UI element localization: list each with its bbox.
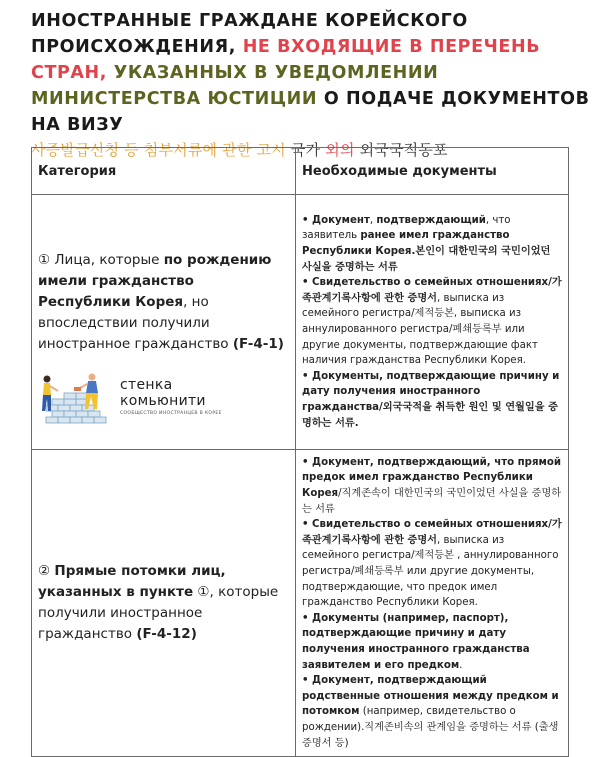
row2-doc2-a: • Свидетельство о семейных отношениях/	[302, 519, 552, 531]
header-category: Категория	[32, 148, 296, 195]
row1-cat-p4: (F-4-1)	[232, 335, 284, 352]
row1-documents-cell	[296, 195, 569, 450]
logo-main-line-2: комьюнити	[120, 393, 206, 409]
logo-main-line-1: стенка	[120, 377, 173, 393]
subtitle-part-3: 외의	[325, 141, 355, 159]
title-part-2: НЕ ВХОДЯЩИЕ В ПЕРЕЧЕНЬ СТРАН,	[31, 37, 541, 83]
row2-doc2-b: 가족관계기록사항에 관한 증명서	[302, 519, 562, 546]
row1-doc1-b: ,	[369, 214, 377, 226]
subtitle-part-1: 사증발급신청 등 첨부서류에 관한 고시	[31, 141, 291, 159]
row2-doc-item-1	[302, 455, 562, 517]
title-part-3: УКАЗАННЫХ В УВЕДОМЛЕНИИ МИНИСТЕРСТВА ЮСТИЦИИ	[31, 63, 439, 109]
row2-cat-p2: Прямые потомки лиц, указанных в пункте	[38, 563, 226, 600]
row1-category-text	[38, 250, 289, 355]
row2-doc1-a: • Документ, подтверждающий, что прямой предок имел гражданство Республики Корея	[302, 456, 561, 500]
row1-doc-item-3	[302, 369, 562, 431]
row1-doc3-a: • Документы, подтверждающие причину и дату получения иностранного гражданства	[302, 370, 560, 413]
row2-doc3-b: .	[459, 659, 463, 671]
two-people-building-brick-wall-icon	[38, 369, 112, 425]
row2-documents-text	[302, 455, 562, 751]
row2-cat-p3: ①, которые получили иностранное гражданство	[38, 584, 279, 642]
logo-subtitle: СООБЩЕСТВО ИНОСТРАНЦЕВ В КОРЕЕ	[120, 411, 222, 416]
subtitle-part-2: 국가	[290, 141, 326, 159]
row2-doc4-b: (например, свидетельство о рождении).직계존비속의 관계임을 증명하는 서류 (출생증명서 등)	[302, 706, 559, 749]
row1-cat-p3: , но впоследствии получили иностранное гражданство	[38, 293, 233, 352]
page-header	[31, 8, 591, 160]
row1-doc1-a: • Документ	[302, 214, 370, 226]
row1-doc1-e: ранее имел гражданство Республики Корея.	[302, 230, 510, 258]
subtitle-part-4: 외국국적동포	[354, 141, 448, 159]
row1-doc2-b: 가족관계기록사항에 관한 증명서	[302, 277, 562, 304]
row1-documents-text	[302, 213, 562, 431]
row2-doc-item-3	[302, 611, 562, 673]
table-header-row	[32, 148, 569, 195]
row1-doc2-c: , выписка из семейного регистра/제적등본, выписка из аннулированного регистра/폐쇄등록부 или другие документы, подтверждающие факт наличия гражданства Республики Корея.	[302, 292, 538, 367]
row2-doc4-a: • Документ, подтверждающий родственные отношения между предком и потомком	[302, 675, 559, 718]
row2-cat-p4: (F-4-12)	[136, 626, 197, 642]
row1-doc1-f: 본인이 대한민국의 국민이었던 사실을 증명하는 서류	[302, 246, 551, 273]
community-logo	[38, 369, 289, 425]
title-part-1: ИНОСТРАННЫЕ ГРАЖДАНЕ КОРЕЙСКОГО ПРОИСХОЖДЕНИЯ,	[31, 11, 468, 57]
header-documents: Необходимые документы	[296, 148, 569, 195]
documents-table	[31, 147, 569, 757]
row2-doc2-c: , выписка из семейного регистра/제적등본 , аннулированного регистра/폐쇄등록부 или другие документы, подтверждающие, что предок имел гражданство Республики Корея.	[302, 534, 559, 609]
row1-doc3-b: /외국국적을 취득한 원인 및 연월일을 증명하는 서류.	[302, 401, 558, 429]
row2-documents-cell	[296, 450, 569, 757]
row2-doc-item-4	[302, 673, 562, 751]
row2-doc-item-2	[302, 517, 562, 611]
row2-cat-p1: ②	[38, 563, 55, 579]
logo-text	[120, 377, 222, 416]
row1-doc-item-1	[302, 213, 562, 275]
row1-doc1-d: , что заявитель	[302, 214, 511, 242]
row1-doc2-a: • Свидетельство о семейных отношениях/	[302, 277, 552, 289]
row2-doc3-a: • Документы (например, паспорт), подтверждающие причину и дату получения иностранного гражданства заявителем и его предком	[302, 612, 530, 671]
row2-doc1-b: /직계존속이 대한민국의 국민이었던 사실을 증명하는 서류	[302, 488, 562, 515]
row1-doc-item-2	[302, 275, 562, 369]
table-row	[32, 450, 569, 757]
page-title	[31, 8, 591, 138]
table-row	[32, 195, 569, 450]
row1-category-cell	[32, 195, 296, 450]
row2-category-text	[38, 561, 289, 645]
title-part-4: О ПОДАЧЕ ДОКУМЕНТОВ НА ВИЗУ	[31, 89, 590, 135]
row1-doc1-c: подтверждающий	[376, 214, 486, 226]
row2-category-cell	[32, 450, 296, 757]
row1-cat-p2: по рождению имели гражданство Республики Корея	[38, 251, 272, 310]
row1-cat-p1: ① Лица, которые	[38, 251, 164, 268]
